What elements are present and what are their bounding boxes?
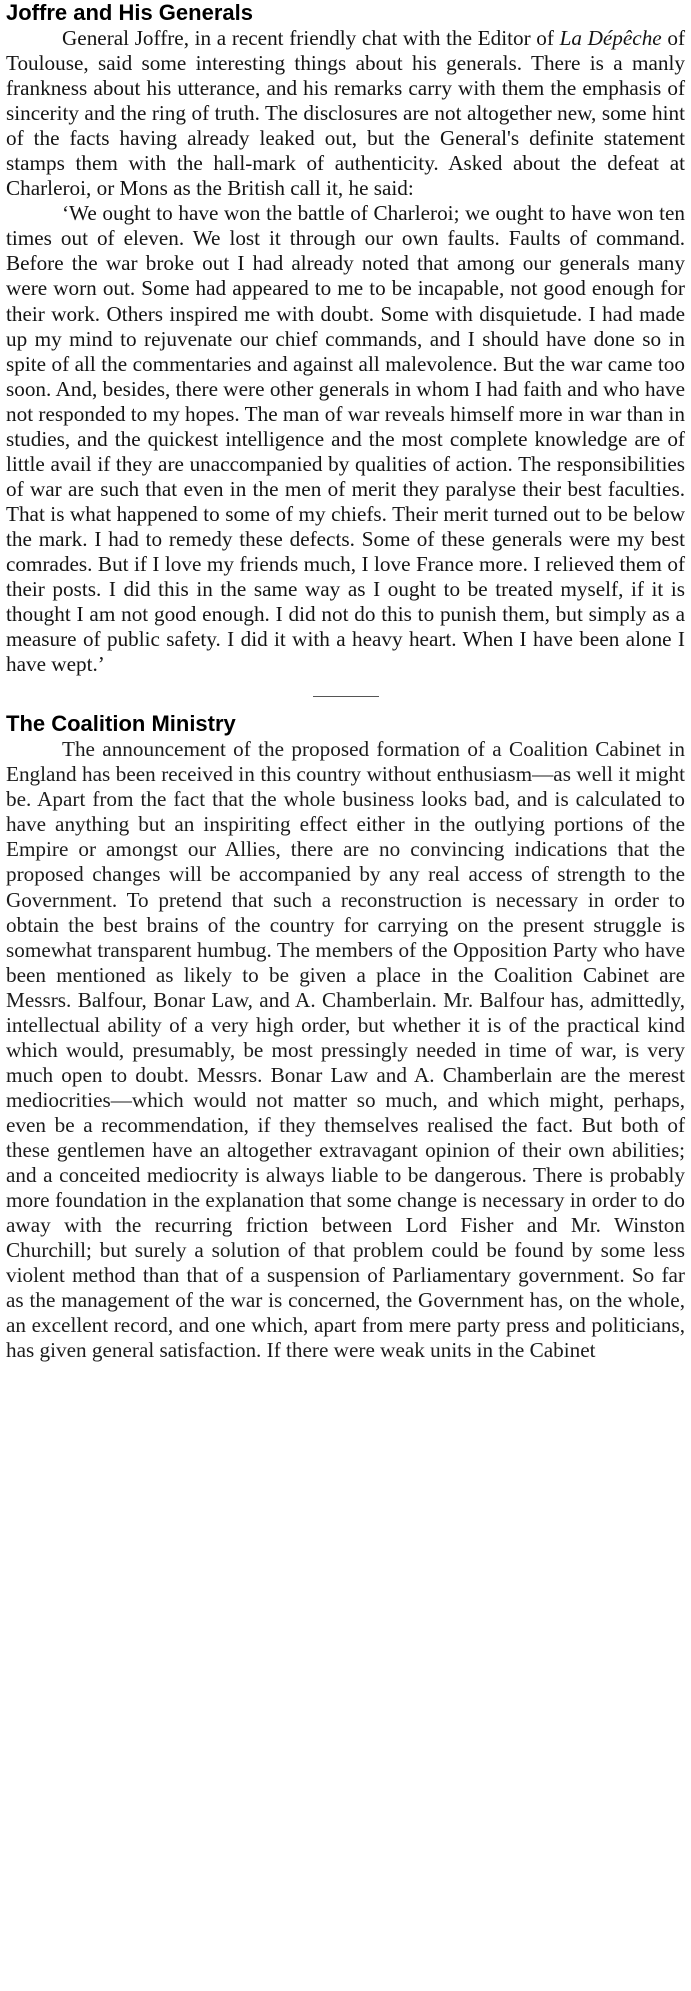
article-title: The Coalition Ministry	[6, 711, 236, 737]
newspaper-name: La Dépêche	[559, 26, 662, 50]
quoted-paragraph: ‘We ought to have won the battle of Charleroi; we ought to have won ten times out of eleven. We lost it through our own faults. Faults of command. Before the war broke out I had already noted that among our generals many were worn out. Some had appeared to me to be incapable, not good enough for their work. Others inspired me with doubt. Some with disquietude. I had made up my mind to rejuvenate our chief commands, and I should have done so in spite of all the commentaries and against all malevolence. But the war came too soon. And, besides, there were other generals in whom I had faith and who have not responded to my hopes. The man of war reveals himself more in war than in studies, and the quickest intelligence and the most complete knowledge are of little avail if they are unaccompanied by qualities of action. The responsibilities of war are such that even in the men of merit they paralyse their best faculties. That is what happened to some of my chiefs. Their merit turned out to be below the mark. I had to remedy these defects. Some of these generals were my best comrades. But if I love my friends much, I love France more. I relieved them of their posts. I did this in the same way as I ought to be treated myself, if it is thought I am not good enough. I did not do this to punish them, but simply as a measure of public safety. I did it with a heavy heart. When I have been alone I have wept.’	[6, 201, 685, 677]
article-joffre-generals	[6, 0, 685, 677]
paragraph-text: General Joffre, in a recent friendly chat with the Editor of	[62, 26, 560, 50]
article-coalition-ministry	[6, 711, 685, 1363]
paragraph-text: of Toulouse, said some interesting things about his generals. There is a manly frankness about his utterance, and his remarks carry with them the emphasis of sincerity and the ring of truth. The disclosures are not altogether new, some hint of the facts having already leaked out, but the General's definite statement stamps them with the hall-mark of authenticity. Asked about the defeat at Charleroi, or Mons as the British call it, he said:	[6, 26, 685, 201]
section-divider	[313, 696, 379, 697]
newspaper-page	[6, 0, 685, 1363]
article-paragraph: The announcement of the proposed formation of a Coalition Cabinet in England has been received in this country without enthusiasm—as well it might be. Apart from the fact that the whole business looks bad, and is calculated to have anything but an inspiriting effect either in the outlying portions of the Empire or amongst our Allies, there are no convincing indications that the proposed changes will be accompanied by any real access of strength to the Government. To pretend that such a reconstruction is necessary in order to obtain the best brains of the country for carrying on the present struggle is somewhat transparent humbug. The members of the Opposition Party who have been mentioned as likely to be given a place in the Coalition Cabinet are Messrs. Balfour, Bonar Law, and A. Chamberlain. Mr. Balfour has, admittedly, intellectual ability of a very high order, but whether it is of the practical kind which would, presumably, be most pressingly needed in time of war, is very much open to doubt. Messrs. Bonar Law and A. Chamberlain are the merest mediocrities—which would not matter so much, and which might, perhaps, even be a recommendation, if they themselves realised the fact. But both of these gentlemen have an altogether extravagant opinion of their own abilities; and a conceited mediocrity is always liable to be dangerous. There is probably more foundation in the explanation that some change is necessary in order to do away with the recurring friction between Lord Fisher and Mr. Winston Churchill; but surely a solution of that problem could be found by some less violent method than that of a suspension of Parliamentary government. So far as the management of the war is concerned, the Government has, on the whole, an excellent record, and one which, apart from mere party press and politicians, has given general satisfaction. If there were weak units in the Cabinet	[6, 737, 685, 1363]
article-paragraph	[6, 26, 685, 201]
article-title: Joffre and His Generals	[6, 0, 253, 25]
